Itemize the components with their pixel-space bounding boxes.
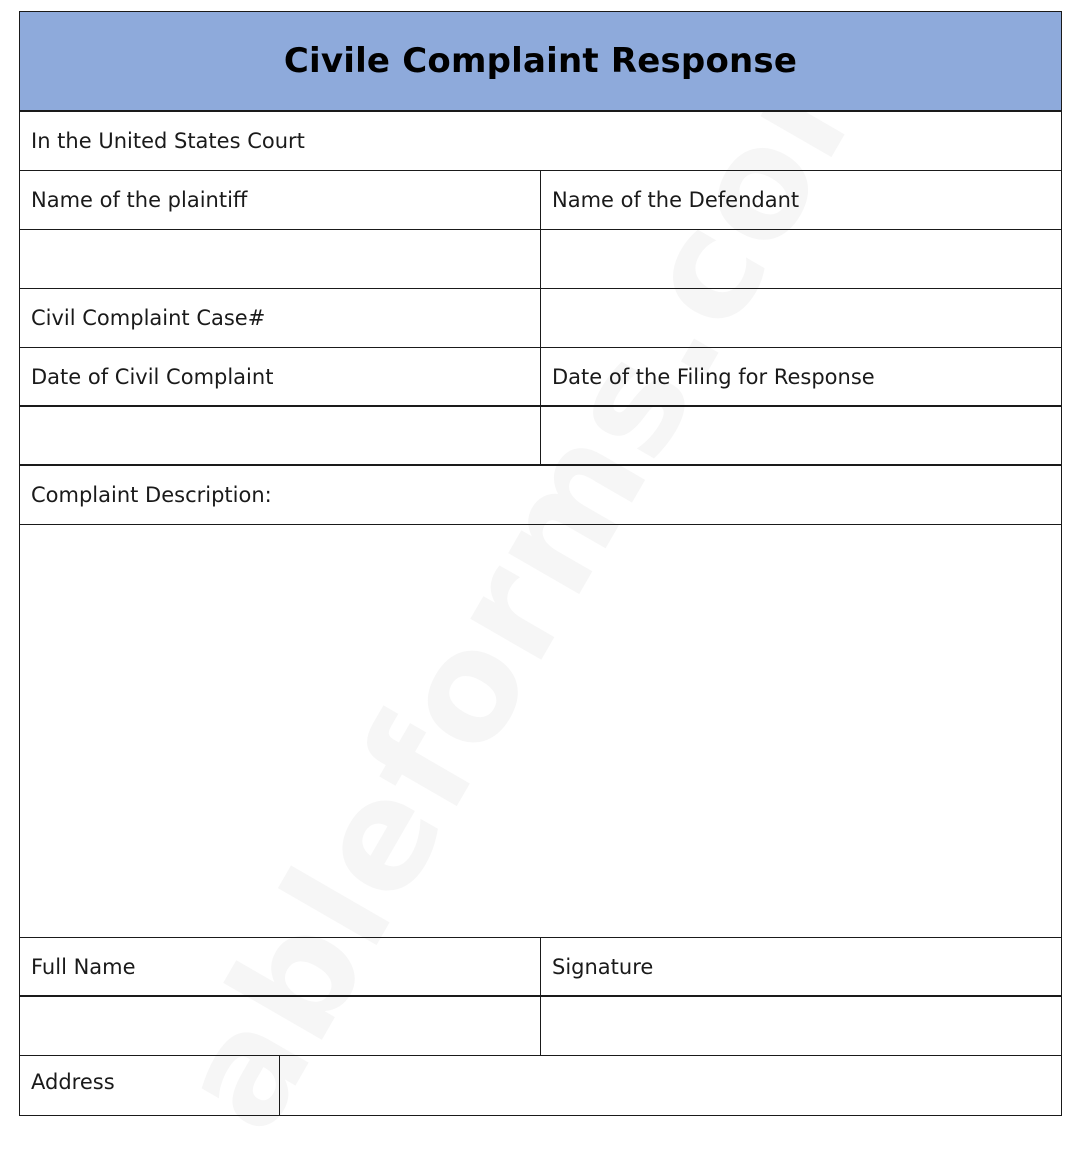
defendant-label: Name of the Defendant xyxy=(552,188,800,212)
defendant-name-field[interactable] xyxy=(541,230,1061,288)
description-label-row xyxy=(19,466,1062,525)
title-bar xyxy=(19,11,1062,112)
signer-input-row xyxy=(19,997,1062,1056)
filing-date-field[interactable] xyxy=(541,407,1061,464)
description-label: Complaint Description: xyxy=(31,483,272,507)
address-field[interactable] xyxy=(280,1056,1061,1115)
filing-date-label: Date of the Filing for Response xyxy=(552,364,875,389)
full-name-field[interactable] xyxy=(20,997,541,1055)
plaintiff-name-field[interactable] xyxy=(20,230,541,288)
court-label: In the United States Court xyxy=(31,129,305,153)
signature-label: Signature xyxy=(552,954,654,979)
case-row xyxy=(19,289,1062,348)
full-name-label: Full Name xyxy=(20,938,541,995)
case-number-field[interactable] xyxy=(541,289,1061,347)
plaintiff-label: Name of the plaintiff xyxy=(20,171,541,229)
complaint-date-field[interactable] xyxy=(20,407,541,464)
parties-input-row xyxy=(19,230,1062,289)
signature-field[interactable] xyxy=(541,997,1061,1055)
dates-input-row xyxy=(19,407,1062,466)
complaint-date-label: Date of Civil Complaint xyxy=(20,348,541,405)
case-number-label: Civil Complaint Case# xyxy=(20,289,541,347)
dates-label-row xyxy=(19,348,1062,407)
description-row xyxy=(19,525,1062,938)
complaint-response-form xyxy=(19,11,1062,1116)
address-row xyxy=(19,1056,1062,1116)
signer-label-row xyxy=(19,938,1062,997)
form-title: Civile Complaint Response xyxy=(283,41,798,81)
address-label: Address xyxy=(20,1056,280,1115)
court-row xyxy=(19,112,1062,171)
description-field[interactable] xyxy=(20,525,1061,937)
parties-label-row xyxy=(19,171,1062,230)
